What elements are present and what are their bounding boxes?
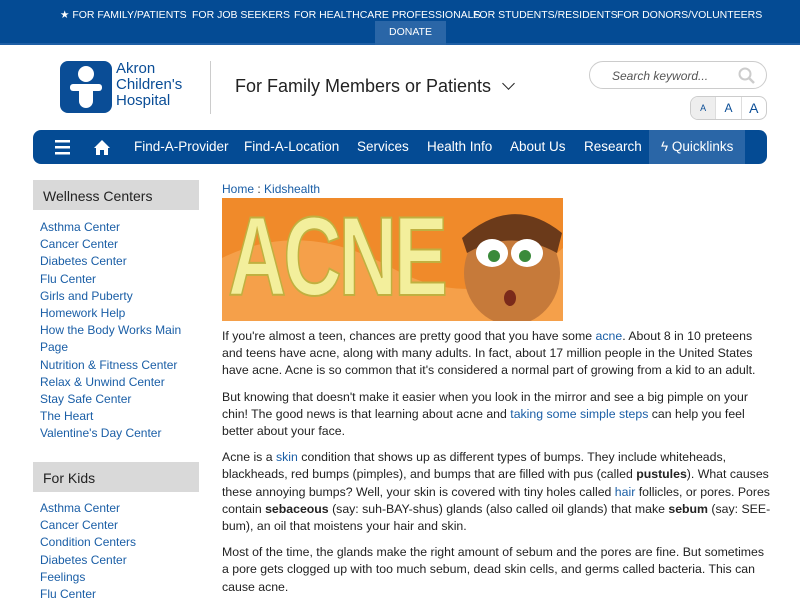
main-nav bbox=[33, 130, 767, 164]
text-run: Most of the time, the glands make the right amount of sebum and the pores are fine. But sometimes a pore gets clogged up with too much sebum, dead skin cells, and germs called bacteria. This can cause acne. bbox=[222, 545, 765, 594]
article-paragraph bbox=[222, 389, 774, 441]
sidebar-link[interactable]: Cancer Center bbox=[40, 518, 119, 533]
search-placeholder: Search keyword... bbox=[612, 69, 709, 83]
sidebar-link[interactable]: Feelings bbox=[40, 569, 86, 584]
sidebar-link[interactable]: Flu Center bbox=[40, 587, 97, 602]
menu-icon[interactable] bbox=[55, 130, 71, 164]
nav-find-a-location[interactable]: Find-A-Location bbox=[244, 139, 340, 154]
breadcrumb-home[interactable]: Home bbox=[222, 182, 255, 196]
text-run: (say: SEE-bum), an oil that moistens your hair and skin. bbox=[222, 501, 771, 534]
home-icon[interactable] bbox=[93, 130, 111, 164]
search-icon[interactable] bbox=[738, 67, 756, 85]
article-paragraph bbox=[222, 544, 774, 596]
sidebar-link[interactable]: Diabetes Center bbox=[40, 552, 127, 567]
sidebar-link[interactable]: Nutrition & Fitness Center bbox=[40, 357, 178, 372]
child-figure-icon bbox=[60, 61, 112, 113]
article-paragraph bbox=[222, 449, 774, 535]
donate-button[interactable]: DONATE NOW bbox=[375, 21, 446, 45]
nav-find-a-provider[interactable]: Find-A-Provider bbox=[134, 139, 229, 154]
breadcrumb-current[interactable]: Kidshealth bbox=[264, 182, 321, 196]
font-size-large-button[interactable]: A bbox=[741, 97, 766, 119]
bold-term: sebaceous bbox=[265, 501, 329, 516]
sidebar-link[interactable]: Asthma Center bbox=[40, 501, 121, 515]
logo-line: Hospital bbox=[116, 92, 171, 109]
text-run: (say: suh-BAY-shus) glands (also called oil glands) that make bbox=[328, 501, 669, 516]
bold-term: sebum bbox=[668, 501, 708, 516]
text-run: But knowing that doesn't make it easier when you look in the mirror and see a big pimple on your chin! The good news is that learning about acne and bbox=[222, 389, 748, 421]
sidebar-link[interactable]: Girls and Puberty bbox=[40, 288, 133, 303]
lightning-icon: ϟ bbox=[661, 139, 669, 154]
nav-health-info[interactable]: Health Info bbox=[427, 139, 493, 154]
sidebar-link[interactable]: The Heart bbox=[40, 409, 94, 424]
article-paragraph bbox=[222, 328, 774, 380]
text-run: ). What causes these annoying bumps? Well, your skin is covered with tiny holes called bbox=[222, 467, 769, 499]
inline-link[interactable]: hair bbox=[614, 484, 636, 499]
audience-link-job-seekers[interactable]: FOR JOB SEEKERS bbox=[192, 9, 291, 21]
text-run: condition that shows up as different types of bumps. They include whiteheads, blackheads, red bumps (pimples), and bumps that are filled with pus (called bbox=[222, 450, 727, 482]
text-run: can help you feel better about your face. bbox=[222, 406, 745, 439]
for-kids-list bbox=[40, 500, 190, 603]
article-body bbox=[222, 328, 774, 596]
logo-line: Children's bbox=[116, 76, 183, 93]
sidebar-link[interactable]: Diabetes Center bbox=[40, 254, 127, 269]
font-size-selector bbox=[690, 96, 767, 120]
nav-about-us[interactable]: About Us bbox=[510, 139, 566, 154]
sidebar-link[interactable]: Relax & Unwind Center bbox=[40, 374, 165, 389]
audience-dropdown[interactable] bbox=[235, 76, 513, 97]
audience-link-students[interactable]: FOR STUDENTS/RESIDENTS bbox=[473, 9, 618, 21]
sidebar-link[interactable]: Flu Center bbox=[40, 271, 97, 286]
logo-mark[interactable] bbox=[60, 61, 112, 113]
text-run: . About 8 in 10 preteens and teens have acne, along with many adults. In fact, about 17 million people in the United States have acne. Acne is so common that it's considered a normal part of growing from a kid to an adult. bbox=[222, 329, 756, 378]
sidebar-link[interactable]: Cancer Center bbox=[40, 237, 119, 252]
sidebar-heading-wellness: Wellness Centers bbox=[33, 180, 199, 210]
bold-term: pustules bbox=[636, 467, 687, 482]
audience-dropdown-label: For Family Members or Patients bbox=[235, 76, 492, 96]
audience-link-healthcare[interactable]: FOR HEALTHCARE PROFESSIONALS bbox=[294, 9, 481, 21]
audience-link-family[interactable] bbox=[60, 9, 187, 21]
inline-link[interactable]: skin bbox=[276, 450, 298, 465]
sidebar-link[interactable]: Stay Safe Center bbox=[40, 392, 132, 407]
breadcrumb bbox=[222, 182, 774, 196]
hero-title: ACNE bbox=[228, 198, 445, 319]
quicklinks-label: Quicklinks bbox=[671, 139, 734, 154]
sidebar-link[interactable]: Valentine's Day Center bbox=[40, 426, 162, 441]
nav-services[interactable]: Services bbox=[357, 139, 409, 154]
breadcrumb-separator: : bbox=[254, 182, 265, 196]
sidebar-link[interactable]: How the Body Works Main Page bbox=[40, 323, 182, 355]
search-input[interactable] bbox=[589, 61, 767, 89]
inline-link[interactable]: taking some simple steps bbox=[510, 406, 649, 421]
nav-quicklinks[interactable] bbox=[649, 130, 745, 164]
sidebar-link[interactable]: Condition Centers bbox=[40, 535, 137, 550]
logo-text[interactable] bbox=[116, 61, 182, 109]
audience-bar bbox=[0, 0, 800, 60]
font-size-small-button[interactable]: A bbox=[691, 97, 715, 119]
text-run: follicles, or pores. Pores contain bbox=[222, 484, 770, 516]
text-run: If you're almost a teen, chances are pretty good that you have some bbox=[222, 329, 596, 343]
text-run: Acne is a bbox=[222, 450, 276, 465]
link-label: FOR FAMILY/PATIENTS bbox=[72, 9, 187, 21]
font-size-medium-button[interactable]: A bbox=[715, 97, 740, 119]
sidebar-heading-for-kids: For Kids bbox=[33, 462, 199, 492]
acne-hero-image bbox=[222, 198, 563, 321]
inline-link[interactable]: acne bbox=[595, 329, 623, 343]
divider bbox=[210, 61, 211, 114]
sidebar-link[interactable]: Homework Help bbox=[40, 306, 126, 321]
chevron-down-icon bbox=[502, 77, 515, 90]
wellness-list bbox=[40, 219, 190, 443]
nav-research[interactable]: Research bbox=[584, 139, 642, 154]
audience-link-donors[interactable]: FOR DONORS/VOLUNTEERS bbox=[617, 9, 763, 21]
article bbox=[222, 182, 774, 596]
sidebar-link[interactable]: Asthma Center bbox=[40, 220, 121, 234]
logo-line: Akron bbox=[116, 60, 156, 77]
star-icon: ★ bbox=[60, 9, 73, 21]
